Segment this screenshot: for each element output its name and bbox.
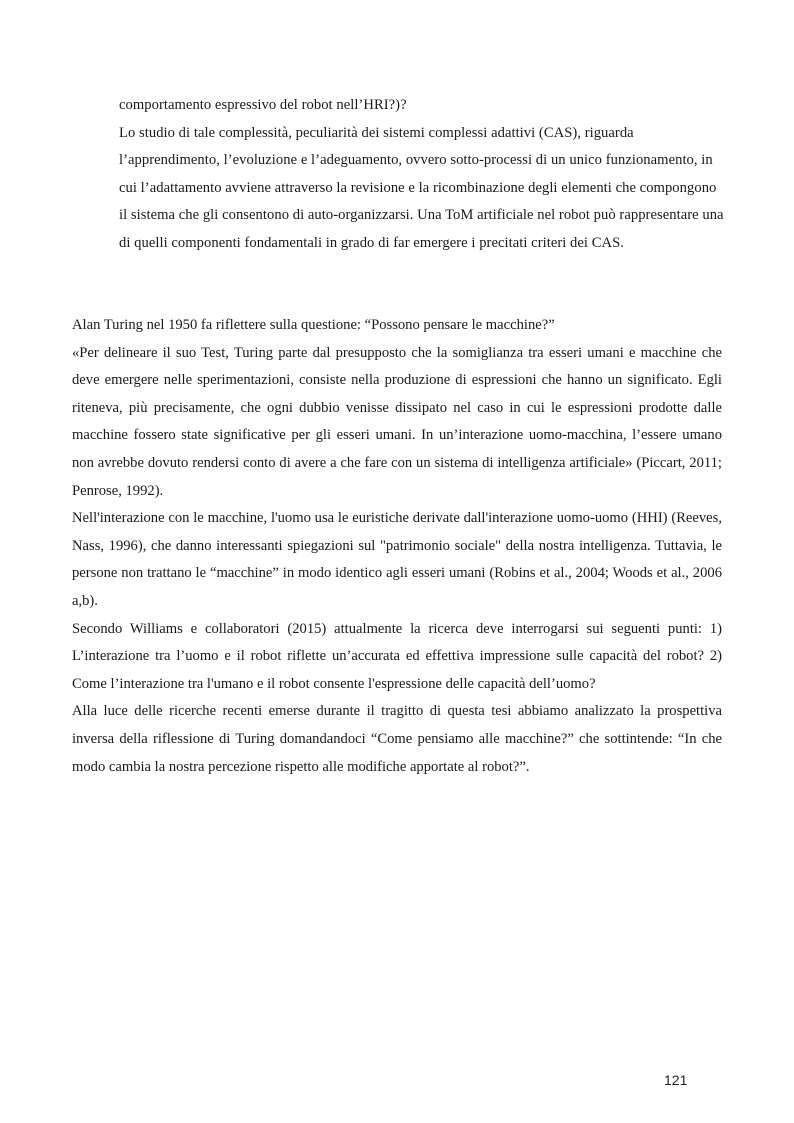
- paragraph-hhi-heuristics: Nell'interazione con le macchine, l'uomo usa le euristiche derivate dall'interazione uomo-uomo (HHI) (Reeves, Nass, 1996), che danno interessanti spiegazioni sul "patrimonio sociale" della nostra intelligenza. Tuttavia, le persone non trattano le “macchine” in modo identico agli esseri umani (Robins et al., 2004; Woods et al., 2006 a,b).: [72, 510, 722, 609]
- main-text-block: [72, 312, 722, 781]
- paragraph-turing-question: Alan Turing nel 1950 fa riflettere sulla questione: “Possono pensare le macchine?”: [72, 317, 555, 333]
- page-number: 121: [664, 1072, 688, 1088]
- paragraph-turing-test-quote: «Per delineare il suo Test, Turing parte dal presupposto che la somiglianza tra esseri umani e macchine che deve emergere nelle sperimentazioni, consiste nella produzione di espressioni che hanno un significato. Egli riteneva, più precisamente, che ogni dubbio venisse dissipato nel caso in cui le espressioni prodotte dalle macchine fossero state significative per gli esseri umani. In un’interazione uomo-macchina, l’essere umano non avrebbe dovuto rendersi conto di avere a che fare con un sistema di intelligenza artificiale» (Piccart, 2011; Penrose, 1992).: [72, 344, 722, 499]
- indented-quote-block: [119, 92, 728, 258]
- paragraph-thesis-perspective: Alla luce delle ricerche recenti emerse durante il tragitto di questa tesi abbiamo analizzato la prospettiva inversa della riflessione di Turing domandandoci “Come pensiamo alle macchine?” che sottintende: “In che modo cambia la nostra percezione rispetto alle modifiche apportate al robot?”.: [72, 703, 722, 775]
- indented-paragraph: Lo studio di tale complessità, peculiarità dei sistemi complessi adattivi (CAS), riguarda l’apprendimento, l’evoluzione e l’adeguamento, ovvero sotto-processi di un unico funzionamento, in cui l’adattamento avviene attraverso la revisione e la ricombinazione degli elementi che compongono il sistema che gli consentono di auto-organizzarsi. Una ToM artificiale nel robot può rappresentare una di quelli componenti fondamentali in grado di far emergere i precitati criteri dei CAS.: [119, 124, 728, 251]
- paragraph-williams-questions: Secondo Williams e collaboratori (2015) attualmente la ricerca deve interrogarsi sui seguenti punti: 1) L’interazione tra l’uomo e il robot riflette un’accurata ed effettiva impressione sulle capacità del robot? 2) Come l’interazione tra l'umano e il robot consente l'espressione delle capacità dell’uomo?: [72, 620, 722, 692]
- indented-line-continuation: comportamento espressivo del robot nell’HRI?)?: [119, 97, 407, 113]
